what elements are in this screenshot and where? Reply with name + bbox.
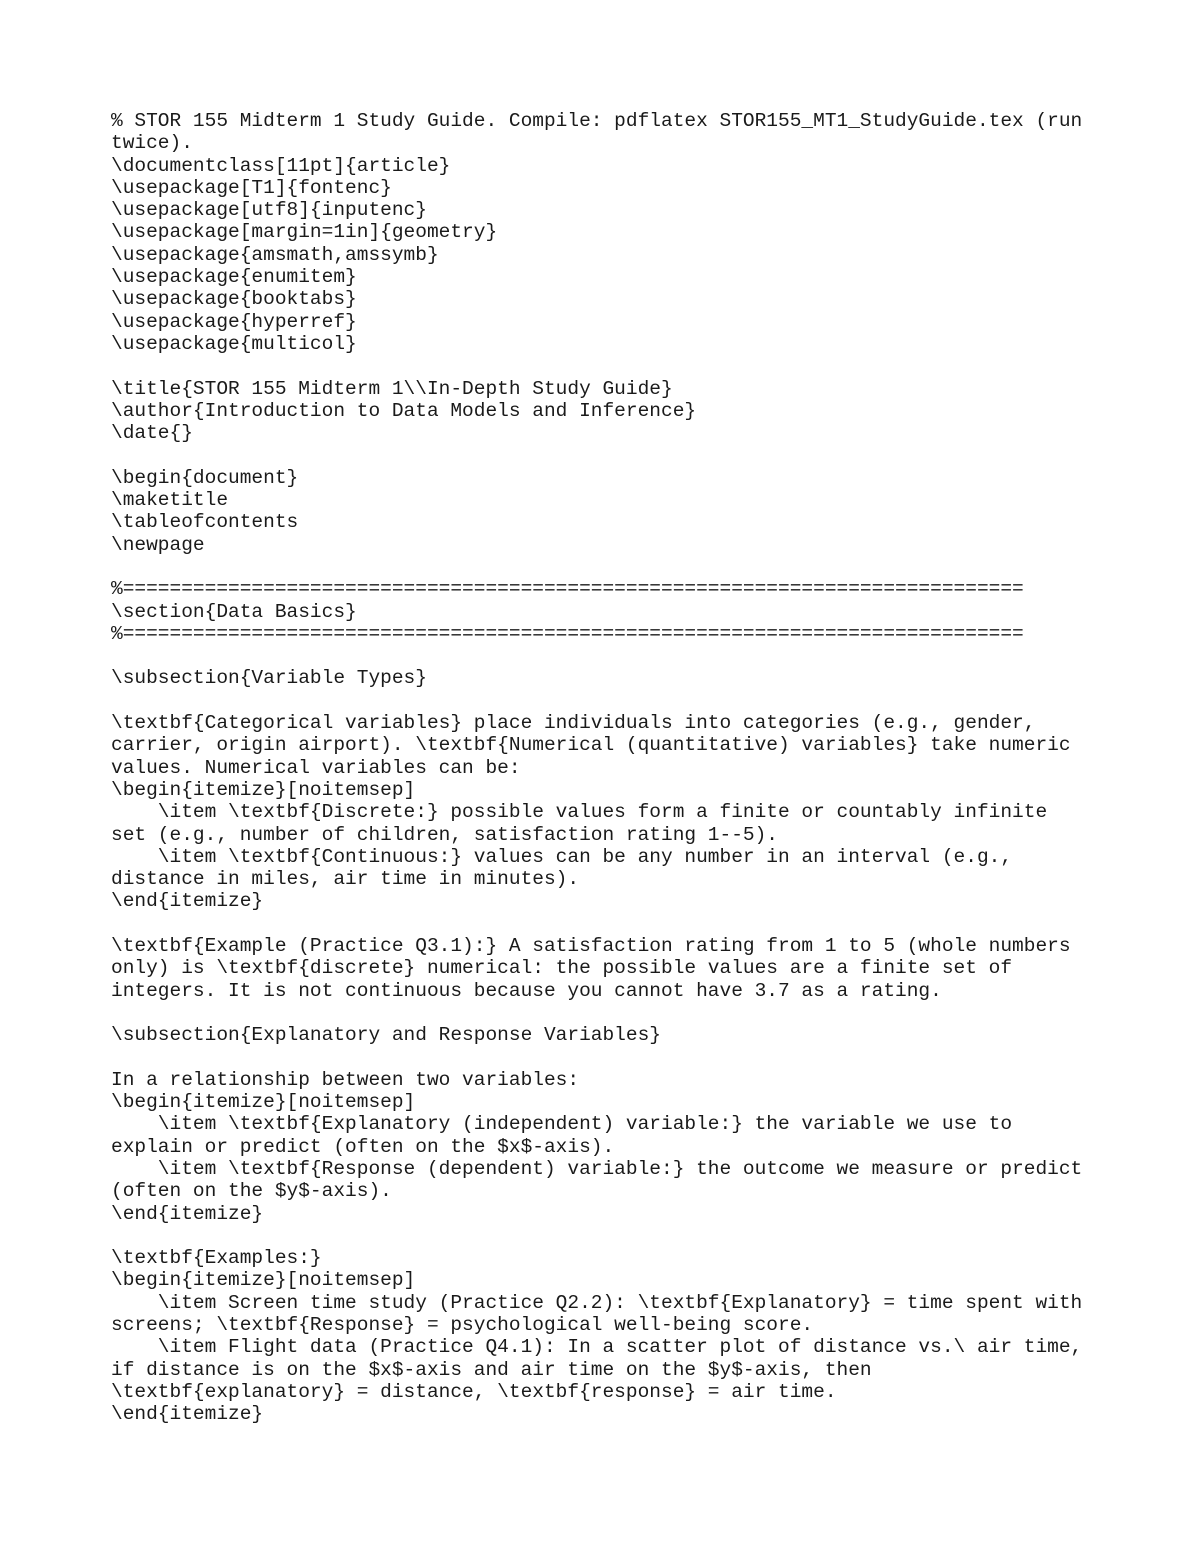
source-line: \section{Data Basics} <box>111 600 357 623</box>
source-line: set (e.g., number of children, satisfaction rating 1--5). <box>111 823 779 846</box>
source-line: carrier, origin airport). \textbf{Numerical (quantitative) variables} take numeric <box>111 734 1071 757</box>
source-line <box>111 913 1111 935</box>
source-line: \usepackage{multicol} <box>111 332 357 355</box>
source-line: \item Screen time study (Practice Q2.2): \textbf{Explanatory} = time spent with <box>111 1291 1083 1314</box>
source-line <box>111 690 1111 712</box>
source-line: \begin{itemize}[noitemsep] <box>111 1269 416 1292</box>
source-line: \usepackage[T1]{fontenc} <box>111 176 392 199</box>
source-line: %============================================================================= <box>111 578 1024 601</box>
source-line: \usepackage[utf8]{inputenc} <box>111 199 427 222</box>
source-line: \begin{document} <box>111 466 299 489</box>
source-line: twice). <box>111 132 193 155</box>
source-line: In a relationship between two variables: <box>111 1068 580 1091</box>
source-line: \usepackage{enumitem} <box>111 266 357 289</box>
source-line <box>111 1225 1111 1247</box>
source-line: \documentclass[11pt]{article} <box>111 154 451 177</box>
source-line: \usepackage{amsmath,amssymb} <box>111 243 439 266</box>
source-line: \textbf{Example (Practice Q3.1):} A satisfaction rating from 1 to 5 (whole numbers <box>111 934 1071 957</box>
source-line: distance in miles, air time in minutes). <box>111 868 580 891</box>
source-line <box>111 556 1111 578</box>
source-line: \begin{itemize}[noitemsep] <box>111 1091 416 1114</box>
source-line <box>111 1046 1111 1068</box>
source-line: \title{STOR 155 Midterm 1\\In-Depth Study Guide} <box>111 377 673 400</box>
source-line: \item Flight data (Practice Q4.1): In a scatter plot of distance vs.\ air time, <box>111 1336 1083 1359</box>
source-line <box>111 645 1111 667</box>
source-line: if distance is on the $x$-axis and air time on the $y$-axis, then <box>111 1358 872 1381</box>
source-line: \usepackage[margin=1in]{geometry} <box>111 221 498 244</box>
source-line: \maketitle <box>111 489 229 512</box>
source-line: \usepackage{hyperref} <box>111 310 357 333</box>
source-line: \author{Introduction to Data Models and Inference} <box>111 399 697 422</box>
source-line: \subsection{Explanatory and Response Variables} <box>111 1024 661 1047</box>
source-line: \textbf{Examples:} <box>111 1247 322 1270</box>
source-line: \item \textbf{Explanatory (independent) variable:} the variable we use to <box>111 1113 1013 1136</box>
source-line: values. Numerical variables can be: <box>111 756 521 779</box>
source-line: \tableofcontents <box>111 511 299 534</box>
source-line <box>111 355 1111 377</box>
source-line: only) is \textbf{discrete} numerical: the possible values are a finite set of <box>111 957 1013 980</box>
source-line: \item \textbf{Response (dependent) variable:} the outcome we measure or predict <box>111 1157 1083 1180</box>
source-line: screens; \textbf{Response} = psychological well-being score. <box>111 1314 814 1337</box>
source-line: \newpage <box>111 533 205 556</box>
source-line: \usepackage{booktabs} <box>111 288 357 311</box>
source-line: (often on the $y$-axis). <box>111 1180 392 1203</box>
source-line: %============================================================================= <box>111 622 1024 645</box>
source-line <box>111 1002 1111 1024</box>
source-line: \textbf{explanatory} = distance, \textbf{response} = air time. <box>111 1380 837 1403</box>
latex-source-text <box>111 110 1111 1426</box>
source-line: integers. It is not continuous because you cannot have 3.7 as a rating. <box>111 979 942 1002</box>
source-line: \textbf{Categorical variables} place individuals into categories (e.g., gender, <box>111 712 1036 735</box>
source-line: % STOR 155 Midterm 1 Study Guide. Compile: pdflatex STOR155_MT1_StudyGuide.tex (run <box>111 110 1083 132</box>
source-line: \begin{itemize}[noitemsep] <box>111 778 416 801</box>
source-line: \end{itemize} <box>111 1202 264 1225</box>
source-line: \date{} <box>111 422 193 445</box>
source-line: \subsection{Variable Types} <box>111 667 427 690</box>
source-line <box>111 444 1111 466</box>
source-line: \item \textbf{Discrete:} possible values form a finite or countably infinite <box>111 801 1048 824</box>
source-line: explain or predict (often on the $x$-axis). <box>111 1135 615 1158</box>
source-line: \end{itemize} <box>111 890 264 913</box>
source-line: \end{itemize} <box>111 1403 264 1426</box>
source-line: \item \textbf{Continuous:} values can be any number in an interval (e.g., <box>111 845 1013 868</box>
